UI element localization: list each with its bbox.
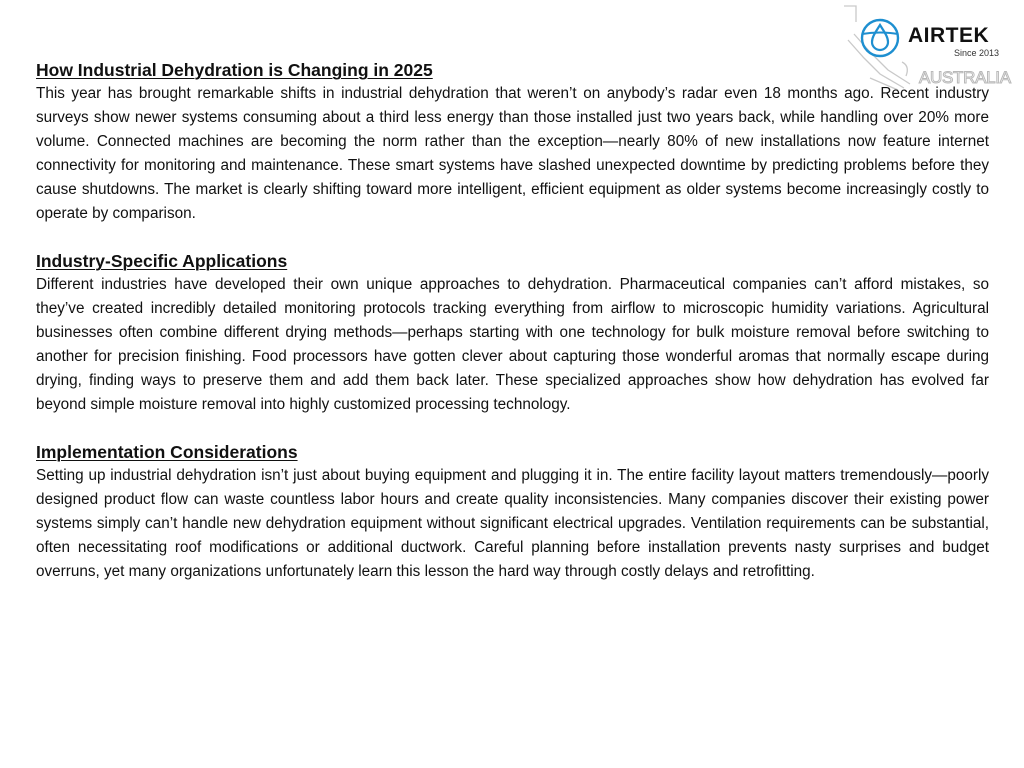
section-heading: Implementation Considerations	[36, 442, 298, 462]
section-body: This year has brought remarkable shifts in industrial dehydration that weren’t on anybody’s radar even 18 months ago. Recent industry surveys show newer systems consuming about a third less energy than those installed just two years back, while handling over 20% more volume. Connected machines are becoming the norm rather than the exception—nearly 80% of new installations now feature internet connectivity for monitoring and maintenance. These smart systems have slashed unexpected downtime by predicting problems before they cause shutdowns. The market is clearly shifting toward more intelligent, efficient equipment as older systems become increasingly costly to operate by comparison.	[36, 85, 989, 222]
section-industry-specific-applications	[36, 249, 989, 417]
water-drop-circle-icon	[862, 20, 898, 56]
section-heading: How Industrial Dehydration is Changing in 2025	[36, 60, 433, 80]
brand-country: AUSTRALIA	[919, 68, 1011, 87]
brand-since: Since 2013	[954, 48, 1000, 58]
section-body: Setting up industrial dehydration isn’t just about buying equipment and plugging it in. The entire facility layout matters tremendously—poorly designed product flow can waste countless labor hours and create quality inconsistencies. Many companies discover their existing power systems simply can’t handle new dehydration equipment without significant electrical upgrades. Ventilation requirements can be substantial, often necessitating roof modifications or additional ductwork. Careful planning before installation prevents nasty surprises and budget overruns, yet many organizations unfortunately learn this lesson the hard way through costly delays and retrofitting.	[36, 467, 989, 580]
section-body: Different industries have developed their own unique approaches to dehydration. Pharmaceutical companies can’t afford mistakes, so they’ve created incredibly detailed monitoring protocols tracking everything from airflow to microscopic humidity variations. Agricultural businesses often combine different drying methods—perhaps starting with one technology for bulk moisture removal before switching to another for precision finishing. Food processors have gotten clever about capturing those wonderful aromas that normally escape during drying, finding ways to preserve them and add them back later. These specialized approaches show how dehydration has evolved far beyond simple moisture removal into highly customized processing technology.	[36, 276, 989, 413]
section-industrial-dehydration-2025	[36, 58, 989, 226]
section-heading: Industry-Specific Applications	[36, 251, 288, 271]
section-implementation-considerations	[36, 440, 989, 584]
article	[36, 58, 989, 584]
brand-name: AIRTEK	[908, 24, 990, 47]
